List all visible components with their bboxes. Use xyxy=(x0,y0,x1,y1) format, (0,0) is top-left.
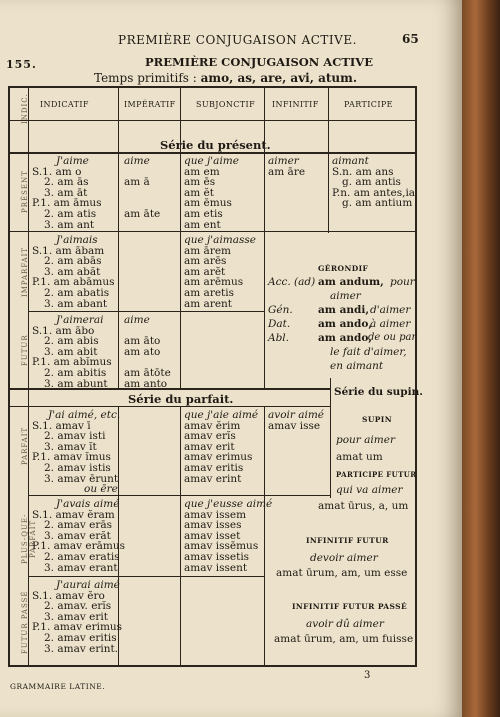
form-line: g. am antium xyxy=(342,197,413,210)
infinitif-futur-passe-form: amat ūrum, am, um fuisse xyxy=(274,633,414,645)
form-line: amav issent xyxy=(184,561,248,574)
form-line: 3. am ant xyxy=(44,218,95,231)
gerondif-gloss: d'aimer xyxy=(370,304,411,316)
supin-form: amat um xyxy=(336,451,383,463)
tense-label: aime xyxy=(124,155,150,167)
col-header-imperatif: IMPÉRATIF xyxy=(124,100,176,109)
form-line: amav eritis xyxy=(184,461,244,474)
form-line: 3. amav erint. xyxy=(44,642,119,655)
infinitif-futur-label: INFINITIF FUTUR xyxy=(306,536,389,545)
col-header-indicatif: INDICATIF xyxy=(40,100,89,109)
gerondif-form: am andi, xyxy=(318,304,369,316)
form-line: P.1. am āmus xyxy=(32,197,102,210)
running-head: PREMIÈRE CONJUGAISON ACTIVE. xyxy=(118,33,357,47)
gerondif-gloss: de ou par xyxy=(368,332,417,343)
primitive-label: Temps primitifs : xyxy=(94,71,197,85)
participe-futur-label: PARTICIPE FUTUR xyxy=(336,470,417,479)
tense-label: que j'aie aimé xyxy=(184,409,259,421)
rule xyxy=(28,495,330,496)
form-line: 2. am abis xyxy=(44,335,99,348)
side-label-plusqueparfait: PLUS-QUE-PARFAIT xyxy=(21,513,37,565)
form-line: am ĕt xyxy=(184,186,214,199)
supin-series-title: Série du supin. xyxy=(334,386,423,398)
form-line: am em xyxy=(184,165,220,178)
gerondif-gloss: à aimer xyxy=(370,318,411,330)
form-line: 3. amav erit xyxy=(44,610,108,623)
form-line: amav ĕrim xyxy=(184,419,241,432)
rule xyxy=(330,378,331,498)
form-line: am ātōte xyxy=(124,366,171,379)
form-line: S.1. amav ĕram xyxy=(32,508,115,521)
form-line: S.1. am o xyxy=(32,165,82,178)
tense-label: J'aurai aimé xyxy=(56,579,120,591)
gerondif-gloss: le fait d'aimer, xyxy=(330,346,407,358)
footer-title: GRAMMAIRE LATINE. xyxy=(10,682,106,691)
rule xyxy=(328,88,329,233)
form-line: amav isse xyxy=(268,419,321,432)
supin-label: SUPIN xyxy=(362,415,392,424)
page-number: 65 xyxy=(402,32,419,46)
futur-indicatif xyxy=(32,315,112,389)
gerondif-case: Abl. xyxy=(268,332,289,344)
infinitif-futur-gloss: devoir aimer xyxy=(310,552,378,564)
form-line: amav erĭs xyxy=(184,430,236,443)
form-line: 2. amav istis xyxy=(44,461,111,474)
parfait-infinitif xyxy=(268,410,324,431)
form-line: am ent xyxy=(184,218,221,231)
form-line: g. am antis xyxy=(342,176,401,189)
form-line: 2. amav eritis xyxy=(44,631,117,644)
form-line: 3. am abit xyxy=(44,345,98,358)
parfait-indicatif xyxy=(32,410,120,495)
gerondif-form: am ando, xyxy=(318,318,373,330)
form-line: 3. amav ĭt xyxy=(44,440,97,453)
present-participe xyxy=(332,156,415,209)
form-line: ou ēre xyxy=(84,483,118,496)
form-line: amav isses xyxy=(184,519,242,532)
form-line: am arēs xyxy=(184,255,227,268)
gerondif-gloss: en aimant xyxy=(330,360,384,372)
primitive-tenses xyxy=(94,71,357,85)
rule xyxy=(10,120,415,121)
form-line: am āto xyxy=(124,335,161,348)
rule xyxy=(28,311,264,312)
infinitif-futur-passe-label: INFINITIF FUTUR PASSÉ xyxy=(292,602,408,611)
signature-number: 3 xyxy=(364,670,371,681)
rule xyxy=(10,231,415,232)
form-line: am aretis xyxy=(184,286,235,299)
rule xyxy=(264,88,265,388)
margin-section-number: 155. xyxy=(6,58,37,71)
tense-label: aimant xyxy=(332,155,369,167)
side-label-parfait: PARFAIT xyxy=(21,426,29,466)
form-line: amav erimus xyxy=(184,451,253,464)
form-line: 3. amav erăt xyxy=(44,529,111,542)
gerondif-title: GÉRONDIF xyxy=(318,264,369,273)
form-line: 3. am abunt xyxy=(44,377,108,390)
futur-imperatif xyxy=(124,315,171,389)
side-label-present: PRÉSENT xyxy=(21,170,29,214)
side-label-imparfait: IMPARFAIT xyxy=(21,246,29,298)
form-line: amav issem xyxy=(184,508,247,521)
form-line: 3. amav ērunt xyxy=(44,472,119,485)
gerondif-block xyxy=(268,276,417,374)
form-line: am arēmus xyxy=(184,276,244,289)
supin-gloss: pour aimer xyxy=(336,434,395,446)
plusqueparfait-subjonctif xyxy=(184,499,272,573)
gerondif-form: am ando, xyxy=(318,332,373,344)
rule xyxy=(28,388,29,665)
page-title: PREMIÈRE CONJUGAISON ACTIVE xyxy=(145,55,373,69)
col-header-subjonctif: SUBJONCTIF xyxy=(196,100,256,109)
tense-label: aimer xyxy=(268,155,299,167)
tense-label: J'ai aimé, etc. xyxy=(48,409,121,421)
form-line: P.1. am abāmus xyxy=(32,276,115,289)
gerondif-gloss: aimer xyxy=(330,290,361,302)
side-label-futur: FUTUR xyxy=(21,334,29,366)
tense-label: que j'aimasse xyxy=(184,234,257,246)
form-line: am arĕt xyxy=(184,265,226,278)
gerondif-form: am andum, xyxy=(318,276,384,288)
gerondif-case: Dat. xyxy=(268,318,291,330)
side-label-futur-passe: FUTUR PASSÉ xyxy=(21,590,29,654)
present-indicatif xyxy=(32,156,102,230)
form-line: am ēmus xyxy=(184,197,232,210)
form-line: P.1. am abĭmus xyxy=(32,356,112,369)
tense-label: J'aimerai xyxy=(56,314,104,326)
form-line: am ārem xyxy=(184,244,232,257)
form-line: 2. am abās xyxy=(44,255,102,268)
imparfait-indicatif xyxy=(32,235,115,309)
gerondif-case: Acc. (ad) xyxy=(268,276,316,288)
imparfait-subjonctif xyxy=(184,235,256,309)
present-subjonctif xyxy=(184,156,239,230)
form-line: S.1. am ābam xyxy=(32,244,105,257)
form-line: 2. amav erās xyxy=(44,519,112,532)
form-line: am etis xyxy=(184,207,223,220)
col-header-participe: PARTICIPE xyxy=(344,100,393,109)
participe-futur-form: amat ūrus, a, um xyxy=(318,500,409,512)
form-line: P.1. amav erimus xyxy=(32,621,123,634)
form-line: P.1. amav ĭmus xyxy=(32,451,111,464)
present-infinitif xyxy=(268,156,305,177)
rule xyxy=(10,152,415,154)
form-line: 2. amav. erĭs xyxy=(44,600,112,613)
form-line: am āre xyxy=(268,165,306,178)
form-line: P.1. amav erāmus xyxy=(32,540,125,553)
book-spine xyxy=(462,0,500,717)
form-line: am anto xyxy=(124,377,168,390)
col-header-infinitif: INFINITIF xyxy=(272,100,319,109)
form-line: S.1. am ābo xyxy=(32,324,95,337)
tense-label: J'avais aimé xyxy=(56,498,120,510)
tense-label: aime xyxy=(124,314,150,326)
present-imperatif xyxy=(124,156,160,220)
form-line: amav erit xyxy=(184,440,235,453)
tense-label: avoir aimé xyxy=(268,409,325,421)
form-line: 3. am abant xyxy=(44,297,108,310)
form-line: am arent xyxy=(184,297,233,310)
perfect-series-title: Série du parfait. xyxy=(128,392,234,406)
present-series-title: Série du présent. xyxy=(160,138,271,152)
form-line: 3. amav erant xyxy=(44,561,118,574)
primitive-forms: amo, as, are, avi, atum. xyxy=(200,71,358,85)
tense-label: J'aimais xyxy=(56,234,98,246)
tense-label: que j'eusse aimé xyxy=(184,498,273,510)
form-line: 2. am abatis xyxy=(44,286,110,299)
rule xyxy=(10,406,330,407)
form-line: am āte xyxy=(124,207,161,220)
tense-label: J'aime xyxy=(56,155,89,167)
form-line: S.1. amav ī xyxy=(32,419,91,432)
form-line: 2. am atis xyxy=(44,207,97,220)
form-line: 2. amav eratis xyxy=(44,550,120,563)
form-line: 3. am abăt xyxy=(44,265,101,278)
rule xyxy=(28,576,264,577)
form-line: amav issetis xyxy=(184,550,250,563)
form-line: 2. amav isti xyxy=(44,430,106,443)
gerondif-gloss: pour xyxy=(390,276,415,288)
rule xyxy=(118,88,119,388)
form-line: amav isset xyxy=(184,529,241,542)
form-line: amav erint xyxy=(184,472,242,485)
form-line: am ato xyxy=(124,345,161,358)
form-line: P.n. am antes,ia xyxy=(332,186,416,199)
gerondif-case: Gén. xyxy=(268,304,293,316)
form-line: 2. am ās xyxy=(44,176,89,189)
side-label-indicatif: INDIC. xyxy=(21,93,29,124)
futur-passe-indicatif xyxy=(32,580,122,654)
form-line: 2. am abitis xyxy=(44,366,107,379)
infinitif-futur-form: amat ūrum, am, um esse xyxy=(276,567,408,579)
parfait-subjonctif xyxy=(184,410,258,484)
form-line: am ēs xyxy=(184,176,216,189)
plusqueparfait-indicatif xyxy=(32,499,125,573)
form-line: 3. am āt xyxy=(44,186,88,199)
tense-label: que j'aime xyxy=(184,155,239,167)
infinitif-futur-passe-gloss: avoir dû aimer xyxy=(306,618,384,630)
form-line: S.n. am ans xyxy=(332,165,394,178)
form-line: amav issēmus xyxy=(184,540,259,553)
participe-futur-gloss: qui va aimer xyxy=(336,484,403,496)
conjugation-table xyxy=(8,86,423,667)
form-line: am ā xyxy=(124,176,150,189)
rule xyxy=(180,406,181,665)
rule xyxy=(180,88,181,388)
form-line: S.1. amav ĕro xyxy=(32,589,105,602)
rule xyxy=(10,388,330,390)
